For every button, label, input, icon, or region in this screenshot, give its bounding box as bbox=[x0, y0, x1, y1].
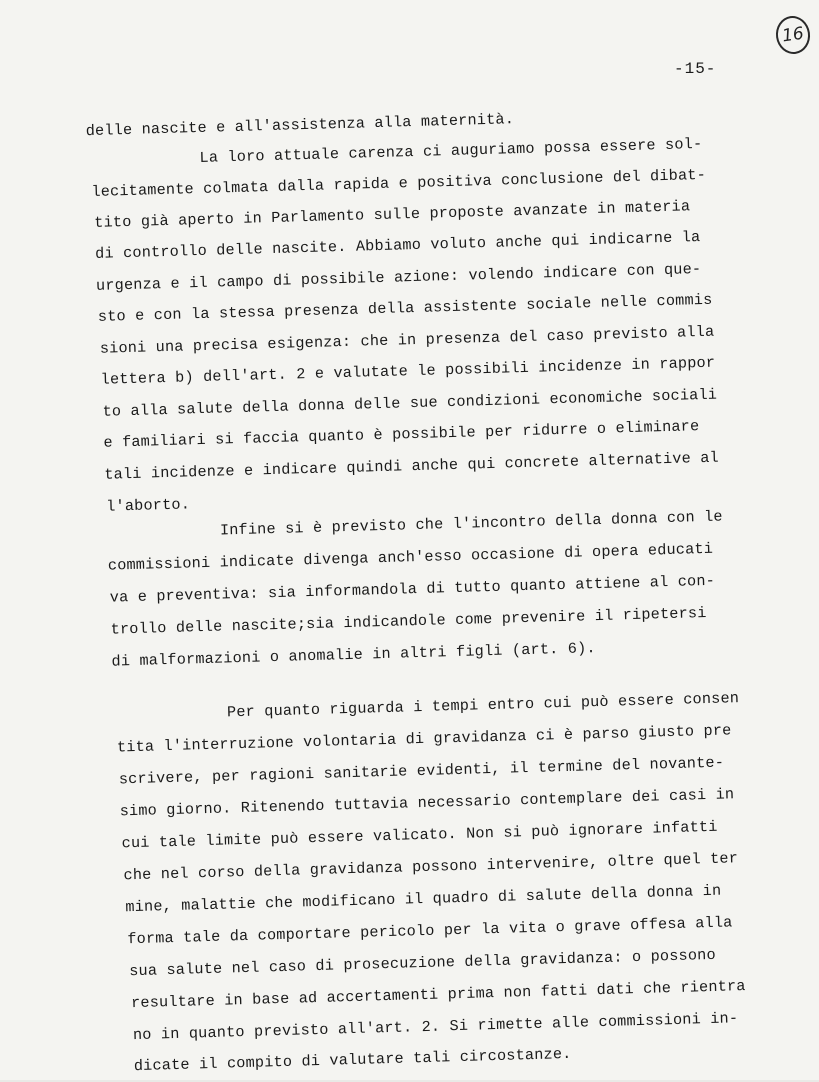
text-line: to alla salute della donna delle sue condizioni economiche sociali bbox=[102, 385, 718, 421]
text-line: forma tale da comportare pericolo per la vita o grave offesa alla bbox=[127, 913, 733, 949]
text-line: sua salute nel caso di prosecuzione della gravidanza: o possono bbox=[128, 945, 717, 981]
text-line: scrivere, per ragioni sanitarie evidenti, il termine del novante- bbox=[118, 753, 725, 789]
text-line: Per quanto riguarda i tempi entro cui può essere consen bbox=[226, 689, 740, 722]
text-line: Infine si è previsto che l'incontro della donna con le bbox=[219, 507, 723, 540]
text-line: lettera b) dell'art. 2 e valutate le possibili incidenze in rappor bbox=[100, 353, 716, 389]
text-line: di controllo delle nascite. Abbiamo voluto anche qui indicarne la bbox=[94, 227, 701, 263]
text-line: delle nascite e all'assistenza alla maternità. bbox=[85, 110, 515, 141]
text-line: trollo delle nascite;sia indicandole come prevenire il ripetersi bbox=[110, 603, 707, 639]
text-line: resultare in base ad accertamenti prima non fatti dati che rientra bbox=[130, 977, 746, 1013]
stamp-number: 16 bbox=[780, 23, 806, 47]
text-line: cui tale limite può essere valicato. Non si può ignorare infatti bbox=[121, 817, 718, 853]
text-line: l'aborto. bbox=[105, 495, 191, 516]
text-line: tito già aperto in Parlamento sulle proposte avanzate in materia bbox=[94, 197, 691, 232]
text-line: commissioni indicate divenga anch'esso occasione di opera educati bbox=[107, 539, 714, 575]
page-number: -15- bbox=[674, 60, 717, 78]
text-line: tali incidenze e indicare quindi anche qui concrete alternative al bbox=[104, 448, 720, 484]
text-line: simo giorno. Ritenendo tuttavia necessario contemplare dei casi in bbox=[119, 785, 735, 821]
text-line: sioni una precisa esigenza: che in presenza del caso previsto alla bbox=[99, 322, 715, 358]
text-line: mine, malattie che modificano il quadro di salute della donna in bbox=[125, 881, 722, 917]
text-line: sto e con la stessa presenza della assistente sociale nelle commis bbox=[97, 290, 713, 326]
text-line: tita l'interruzione volontaria di gravidanza ci è parso giusto pre bbox=[116, 721, 732, 757]
text-line: urgenza e il campo di possibile azione: volendo indicare con que- bbox=[95, 259, 702, 295]
text-line: lecitamente colmata dalla rapida e positiva conclusione del dibat- bbox=[91, 165, 707, 201]
text-line: no in quanto previsto all'art. 2. Si rimette alle commissioni in- bbox=[132, 1009, 739, 1045]
text-line: che nel corso della gravidanza possono intervenire, oltre quel ter bbox=[123, 849, 739, 885]
text-line: dicate il compito di valutare tali circostanze. bbox=[133, 1044, 572, 1076]
text-line: La loro attuale carenza ci auguriamo possa essere sol- bbox=[199, 134, 703, 167]
text-line: e familiari si faccia quanto è possibile per ridurre o eliminare bbox=[103, 417, 700, 452]
text-line: di malformazioni o anomalie in altri figli (art. 6). bbox=[111, 639, 596, 671]
text-line: va e preventiva: sia informandola di tutto quanto attiene al con- bbox=[109, 571, 716, 607]
